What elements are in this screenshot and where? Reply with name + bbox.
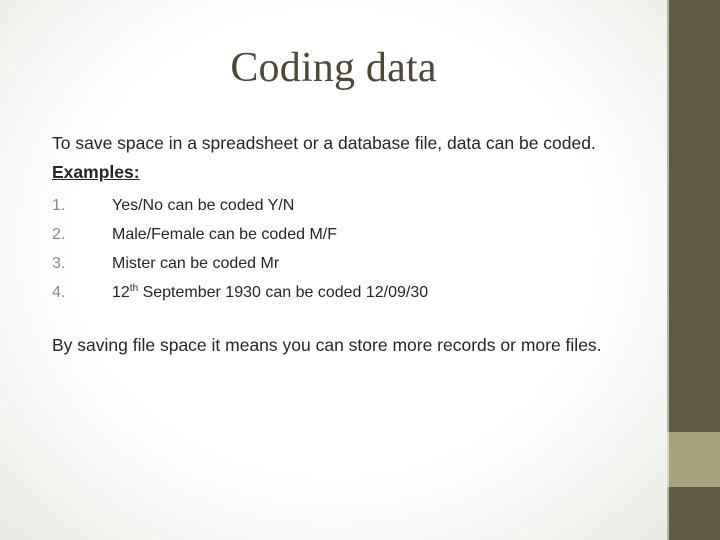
list-item-text (112, 284, 428, 301)
closing-text: By saving file space it means you can store more records or more files. (52, 335, 602, 355)
slide-body (52, 130, 622, 358)
decorative-sidebar (667, 0, 720, 540)
list-item (52, 220, 622, 249)
sidebar-edge (667, 0, 669, 540)
list-number: 3. (52, 255, 66, 272)
examples-label: Examples: (52, 162, 140, 182)
list-item (52, 191, 622, 220)
list-item-text: Mister can be coded Mr (112, 255, 280, 272)
slide-title: Coding data (230, 45, 437, 91)
sidebar-accent-band (667, 432, 720, 487)
list-item (52, 249, 622, 278)
sidebar-top-band (667, 0, 720, 432)
ordinal-suffix: th (129, 283, 139, 294)
intro-text: To save space in a spreadsheet or a database file, data can be coded. (52, 133, 596, 153)
list-item (52, 278, 622, 307)
list-item-text: Male/Female can be coded M/F (112, 226, 337, 243)
list-number: 4. (52, 284, 66, 301)
date-day: 12 (112, 284, 130, 301)
list-number: 2. (52, 226, 66, 243)
examples-list (52, 191, 622, 307)
list-number: 1. (52, 197, 66, 214)
list-item-text: Yes/No can be coded Y/N (112, 197, 295, 214)
sidebar-bottom-band (667, 487, 720, 540)
date-rest: September 1930 can be coded 12/09/30 (138, 284, 429, 301)
